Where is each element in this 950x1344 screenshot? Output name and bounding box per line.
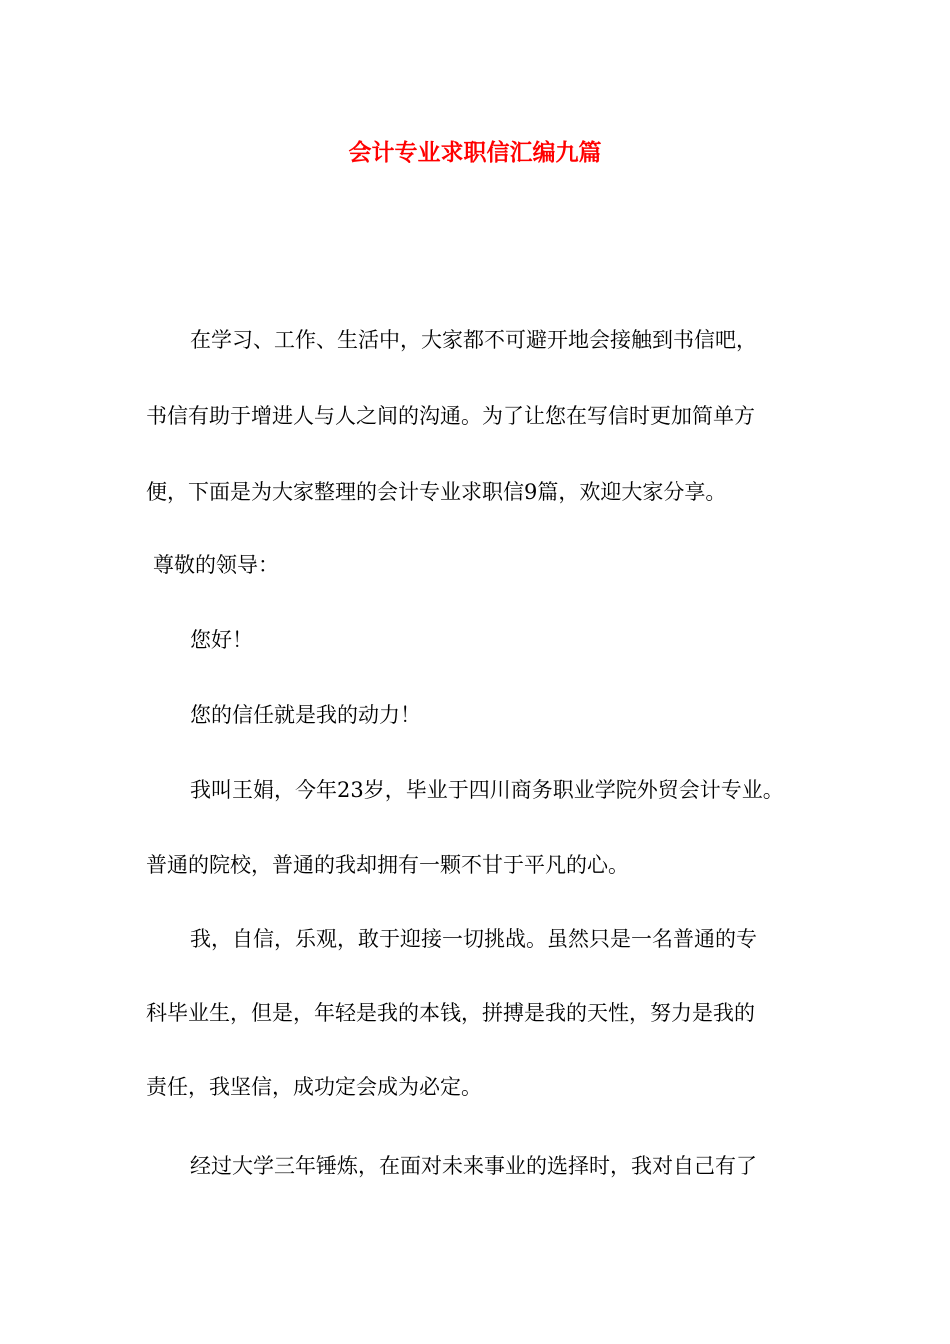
body-line: 书信有助于增进人与人之间的沟通。为了让您在写信时更加简单方 bbox=[146, 404, 755, 428]
body-line: 我，自信，乐观，敢于迎接一切挑战。虽然只是一名普通的专 bbox=[190, 927, 757, 951]
body-line: 便，下面是为大家整理的会计专业求职信9篇，欢迎大家分享。 bbox=[146, 480, 727, 504]
body-line: 科毕业生，但是，年轻是我的本钱，拼搏是我的天性，努力是我的 bbox=[146, 1001, 755, 1025]
body-line: 责任，我坚信，成功定会成为必定。 bbox=[146, 1075, 482, 1099]
body-line: 我叫王娟，今年23岁，毕业于四川商务职业学院外贸会计专业。 bbox=[190, 778, 784, 802]
greeting: 您好！ bbox=[190, 628, 253, 652]
document-title: 会计专业求职信汇编九篇 bbox=[348, 139, 602, 166]
body-line: 普通的院校，普通的我却拥有一颗不甘于平凡的心。 bbox=[146, 853, 629, 877]
body-line: 在学习、工作、生活中，大家都不可避开地会接触到书信吧， bbox=[190, 328, 757, 352]
salutation: 尊敬的领导： bbox=[153, 553, 279, 577]
body-line: 经过大学三年锤炼，在面对未来事业的选择时，我对自己有了 bbox=[190, 1154, 757, 1178]
body-line: 您的信任就是我的动力！ bbox=[190, 703, 421, 727]
